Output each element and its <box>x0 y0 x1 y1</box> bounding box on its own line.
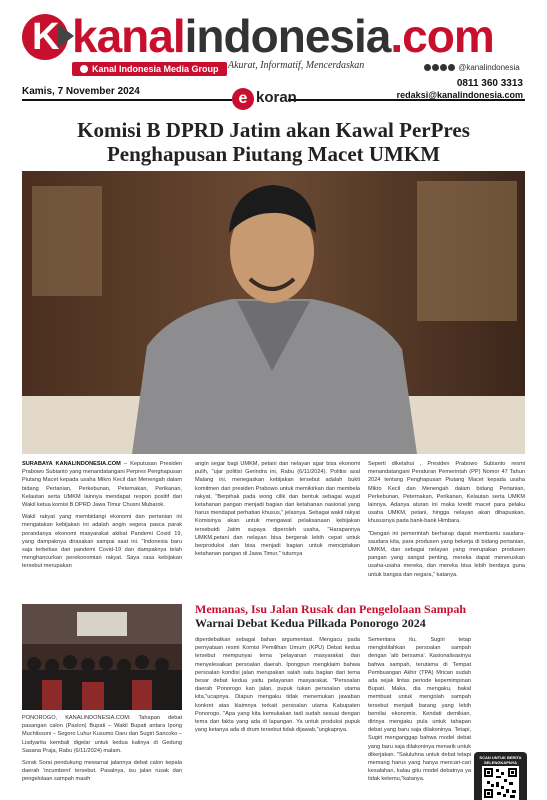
photo-illustration <box>22 171 525 454</box>
qr-pattern <box>482 766 519 800</box>
youtube-icon[interactable] <box>448 64 455 71</box>
second-article-col3 <box>368 636 471 788</box>
main-headline <box>22 118 525 166</box>
main-article-photo <box>22 171 525 454</box>
divider-left <box>22 99 232 101</box>
main-article-paragraph: Seperti diketahui , Presiden Prabowo Subianto resmi menandatangani Peraturan Pemerintah (PP) Nomor 47 Tahun 2024 tentang Penghapusan Piutang Macet kepada usaha Mikro Kecil dan Menengah dalam bidang Pertanian, Perkebunan, Peternakan, Perikanan, Kelautan serta UMKM lainnya. Adanya aturan ini maka kredit macet para pelaku usaha UMKM, petani, hingga nelayan akan dihapuskan, khususnya pada bank-bank Himbara. <box>368 461 525 525</box>
second-article-paragraph: diperdebatkan sebagai bahan argumentasi. Mengacu pada pernyataan resmi Komisi Pemilihan Umum (KPU) Debat kedua tersebut mempunyai tema 'pelayanan masyarakat dan menyelesaikan persoalan daerah. Ipongpun mengklaim bahwa persoalan kondisi jalan merupakan salah satu bagian dari tema besar debat kedua yaitu pelayanan masyarakat. "Persoalan daerah Ponorogo kan jalan, pupuk tukan persoalan utama kita,"ucapnya. Diapun mengaku tidak menemukan jawaban konkret atas klaimnya terkait persoalan utama Kabupaten Ponorogo. "Apa yang kita kemukakan tadi sudah sesuai dengan tema dan fakta yang ada di lapangan. Ya untuk produksi pupuk yang ketanya ada di drum tersebut tidak dijawab,"ungkapnya. <box>195 637 360 734</box>
main-article-paragraph: angin segar bagi UMKM, petani dan nelayan agar bisa ekonomi pulih, "ujar politisi Gerindra ini, Rabu (6/11/2024). Politisi asal Malang ini, menegaskan kebijakan tersebut adalah bukti komitmen dari presiden Prabowo untuk memikirkan dan membela rakyat, "Berpihak pada wong cilik dan bentuk sebagai wujud ketahanan pangan menjadi bagian dari ketahanan nasional yang harus mendapat perhatian khusus," jelasnya. Sebagai wakil rakyat Komisinya akan untuk mengawal pelaksanaan kebijakan tersebutdi Jatim supaya diperoleh usaha, "Harapannya UMKM,petani dan nelayan bisa bergerak lebih cepat untuk berproduksi dan bisa menjadi bagian untuk menciptakan ketahanan pangan di Jawa Timur," tuturnya <box>195 461 360 558</box>
facebook-icon[interactable] <box>424 64 431 71</box>
qr-code-box[interactable] <box>474 752 527 800</box>
site-name[interactable] <box>72 10 494 62</box>
second-headline-line2: Warnai Debat Kedua Pilkada Ponorogo 2024 <box>195 616 426 630</box>
second-article-headline <box>195 602 525 630</box>
second-article-col2 <box>195 636 360 738</box>
issue-date: Kamis, 7 November 2024 <box>22 86 140 97</box>
second-article-col1 <box>22 714 182 788</box>
qr-label: SCAN UNTUK BERITA SELENGKAPNYA <box>479 755 522 765</box>
ekoran-e-icon: e <box>232 88 254 110</box>
masthead <box>0 0 547 118</box>
main-article-col1 <box>22 460 182 575</box>
main-article-paragraph <box>22 460 182 509</box>
second-article-paragraph: Sorak Sorai pendukung mewarnai jalannya debat calon kepala daerah 'incumbent' tersebut. Pasalnya, isu jalan rusak dan pengelolaan sampah masih <box>22 760 182 783</box>
group-icon <box>80 65 88 73</box>
contact-email[interactable]: redaksi@kanalindonesia.com <box>396 90 523 100</box>
media-group-label: Kanal Indonesia Media Group <box>92 64 219 74</box>
main-article-col2 <box>195 460 360 562</box>
main-article-col3 <box>368 460 525 583</box>
social-handles[interactable] <box>424 63 520 72</box>
second-article-paragraph: Sementara itu, Sugiri tetap mengistilahkan persoalan sampah dengan 'aib bersama'. Kasionalisasinya bahwa sampah, terutama di Tempat Pembuangan Akhir (TPA) Mrican sudah ada sejak lintas periode kepemimpinan Bupati. Maka, dia mengaku, bakal membuat untuk mengolah sampah tersebut menjadi barang yang lebih bernilai ekonomis. Kendati demikian, dirinya mengaku pula untuk tahapan debat yang baru saja dilakoninya. Tetapi, Sugiri menganggap bahwa model debat yang baru saja dilakoninya menarik untuk dikerjakan. "Saluluhna untuk debat tetapi memang harus yang hanya mencari-cari kesalahan, kalau gitu model debatnya ya tidak ketemu,"katanya. <box>368 637 471 783</box>
audience-illustration <box>22 604 182 710</box>
second-article-photo <box>22 604 182 710</box>
main-article-paragraph: "Dengan ini pemerintah berharap dapat membantu saudara-saudara kita, para produsen yang bekerja di bidang pertanian, UMKM, dan sebagai nelayan yang merupakan produsen pangan yang sangat penting, mereka dapat meneruskan usaha-usaha mereka, dan mereka bisa lebih berdaya guna untuk bangsa dan negara," katanya. <box>368 530 525 578</box>
dateline: SURABAYA KANALINDONESIA.COM <box>22 461 121 467</box>
brand-logo-icon: K <box>22 14 68 60</box>
qr-code-icon[interactable] <box>482 766 519 800</box>
ekoran-word: koran <box>256 89 297 106</box>
brand-part-com: .com <box>390 10 494 62</box>
contact-phone[interactable]: 0811 360 3313 <box>456 78 523 89</box>
social-handle-text: @kanalindonesia <box>458 63 520 72</box>
second-headline-line1: Memanas, Isu Jalan Rusak dan Pengelolaan Sampah <box>195 602 467 616</box>
brand-part-indonesia: indonesia <box>184 10 391 62</box>
main-article-paragraph: Wakil rakyat yang membidangi ekonomi dan pertanian ini mengatakan kebijakan ini adalah angin segera pasca parak porandanya ekonomi masyarakat akibat Pandemi Covid 19, yang dampaknya dirasakan sampai saat ini. "Indonesia baru saja terbebas dari pandemi Covid-19 dan dampaknya telah menghancurkan perekonomian rakyat. Saya rasa kebijakan tersebut merupakan <box>22 514 182 570</box>
brand-part-kanal: kanal <box>72 10 185 62</box>
slogan: Akurat, Informatif, Mencerdaskan <box>228 60 365 71</box>
main-headline-line2: Penghapusan Piutang Macet UMKM <box>106 142 441 166</box>
main-headline-line1: Komisi B DPRD Jatim akan Kawal PerPres <box>77 118 470 142</box>
twitter-icon[interactable] <box>440 64 447 71</box>
paragraph-text: – Keputusan Presiden Prabowo Subianto yang menandatangani Perpres Penghapusan Piutang Macet kepada usaha Mikro Kecil dan Menengah dalam bidang Pertanian, Perkebunan, Peternakan, Perikanan, Kelautan serta UMKM lainnya mendapat respon positif dari Wakil ketua komisi B DPRD Jawa Timur Chusni Mubarok. <box>22 461 182 509</box>
media-group-tag <box>72 62 227 76</box>
instagram-icon[interactable] <box>432 64 439 71</box>
photo-caption: PONOROGO, KANALINDONESIA.COM: Tahapan debat pasangan calon (Paslon) Bupati – Wakil Bupati antara Ipong Muchlissoni – Segoro Luhur Kusumo Daru dan Sugiri Sancoko – Lisdyarita kembali digelar untuk kedua kalinya di Gedung Sasana Praja, Rabu (6/11/2024) malam. <box>22 715 182 754</box>
